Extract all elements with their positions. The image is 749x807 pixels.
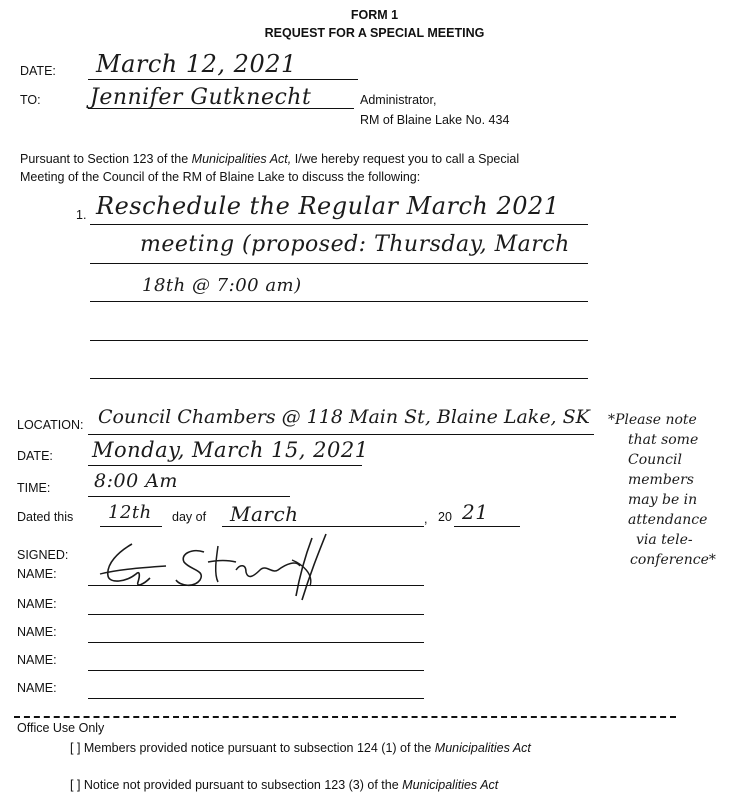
name-label-5: NAME: xyxy=(17,681,57,695)
dated-month-value: March xyxy=(230,502,299,526)
admin-title: Administrator, xyxy=(360,93,437,107)
name-label-2: NAME: xyxy=(17,597,57,611)
form-title: REQUEST FOR A SPECIAL MEETING xyxy=(264,26,485,40)
office-item-2: [ ] Notice not provided pursuant to subsection 123 (3) of the Municipalities Act xyxy=(70,778,499,792)
meeting-date-label: DATE: xyxy=(17,449,53,463)
date-underline xyxy=(88,79,358,80)
name-label-1: NAME: xyxy=(17,567,57,581)
office-divider xyxy=(14,716,676,718)
time-value: 8:00 Am xyxy=(94,470,178,492)
date-label: DATE: xyxy=(20,64,56,78)
signature-underline-4 xyxy=(88,670,424,671)
dated-label: Dated this xyxy=(17,510,74,524)
to-value: Jennifer Gutknecht xyxy=(90,85,312,110)
name-label-4: NAME: xyxy=(17,653,57,667)
signature-underline-1 xyxy=(88,585,424,586)
office-title: Office Use Only xyxy=(17,721,105,735)
side-note: *Please note that some Council members may be in attendance via tele- conference* xyxy=(608,412,716,568)
to-underline xyxy=(88,108,354,109)
signature-underline-2 xyxy=(88,614,424,615)
location-value: Council Chambers @ 118 Main St, Blaine Lake, SK xyxy=(98,406,590,428)
pursuant-line-2: Meeting of the Council of the RM of Blaine Lake to discuss the following: xyxy=(20,170,421,184)
dated-comma: , xyxy=(424,512,428,526)
meeting-date-underline xyxy=(88,465,362,466)
agenda-underline-4 xyxy=(90,340,588,341)
location-underline xyxy=(88,434,594,435)
to-label: TO: xyxy=(20,93,41,107)
agenda-number: 1. xyxy=(76,208,87,222)
agenda-underline-1 xyxy=(90,224,588,225)
name-label-3: NAME: xyxy=(17,625,57,639)
agenda-line-3: 18th @ 7:00 am) xyxy=(142,275,302,296)
signature-underline-5 xyxy=(88,698,424,699)
signature-scribble xyxy=(96,530,356,604)
signature-underline-3 xyxy=(88,642,424,643)
day-of-label: day of xyxy=(172,510,207,524)
signed-label: SIGNED: xyxy=(17,548,69,562)
agenda-underline-2 xyxy=(90,263,588,264)
dated-day-underline xyxy=(100,526,162,527)
meeting-date-value: Monday, March 15, 2021 xyxy=(92,438,369,462)
dated-year-value: 21 xyxy=(462,500,489,524)
office-item-1: [ ] Members provided notice pursuant to subsection 124 (1) of the Municipalities Act xyxy=(70,741,531,755)
dated-year-underline xyxy=(454,526,520,527)
agenda-line-1: Reschedule the Regular March 2021 xyxy=(96,192,560,220)
dated-day-value: 12th xyxy=(108,502,152,523)
form-number: FORM 1 xyxy=(350,8,399,22)
agenda-underline-3 xyxy=(90,301,588,302)
time-underline xyxy=(88,496,290,497)
agenda-underline-5 xyxy=(90,378,588,379)
time-label: TIME: xyxy=(17,481,51,495)
dated-month-underline xyxy=(222,526,424,527)
year-prefix: 20 xyxy=(438,510,452,524)
pursuant-line-1: Pursuant to Section 123 of the Municipalities Act, I/we hereby request you to call a Special xyxy=(20,152,520,166)
date-value: March 12, 2021 xyxy=(96,50,297,78)
admin-org: RM of Blaine Lake No. 434 xyxy=(360,113,510,127)
agenda-line-2: meeting (proposed: Thursday, March xyxy=(140,232,570,257)
location-label: LOCATION: xyxy=(17,418,84,432)
